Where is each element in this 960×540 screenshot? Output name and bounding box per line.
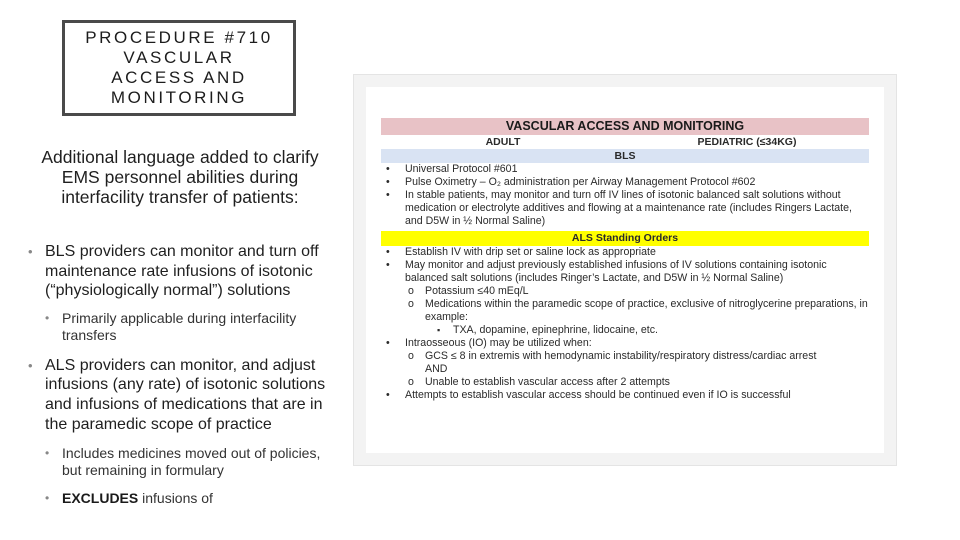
and-label: AND [425, 363, 448, 375]
sub-bullet-interfacility: • Primarily applicable during interfacility transfers [45, 310, 338, 344]
title-box [62, 20, 296, 116]
als-subitem: o GCS ≤ 8 in extremis with hemodynamic instability/respiratory distress/cardiac arrest [381, 350, 869, 363]
protocol-table-title: VASCULAR ACCESS AND MONITORING [381, 118, 869, 135]
als-subitem: o Medications within the paramedic scope of practice, exclusive of nitroglycerine preparations, in example: [381, 298, 869, 324]
bls-item: • In stable patients, may monitor and turn off IV lines of isotonic balanced salt solutions without medication or electrolyte additives and flowing at a maintenance rate (includes Ringers Lactate, and D5W in ½ Normal Saline) [381, 189, 869, 228]
bls-item: • Pulse Oximetry – O₂ administration per Airway Management Protocol #602 [381, 176, 869, 189]
bullet-als: • ALS providers can monitor, and adjust infusions (any rate) of isotonic solutions and infusions of medications that are in the paramedic scope of practice [28, 356, 338, 434]
bullet-bls: • BLS providers can monitor and turn off maintenance rate infusions of isotonic (“physiologically normal”) solutions [28, 242, 338, 301]
protocol-image-frame [353, 74, 897, 466]
als-subitem: o Unable to establish vascular access after 2 attempts [381, 376, 869, 389]
als-section-header: ALS Standing Orders [381, 231, 869, 246]
excludes-label: EXCLUDES [62, 490, 139, 507]
als-item: • May monitor and adjust previously established infusions of IV solutions containing isotonic balanced salt solutions (includes Ringer’s Lactate, and D5W in ½ Normal Saline) [381, 259, 869, 285]
excludes-rest: infusions of [138, 490, 213, 507]
bullet-list [28, 242, 338, 507]
als-item: • Attempts to establish vascular access should be continued even if IO is successful [381, 389, 869, 402]
column-pediatric: PEDIATRIC (≤34KG) [697, 136, 797, 148]
sub-bullet-excludes [45, 490, 338, 507]
bls-section-header: BLS [381, 149, 869, 163]
als-item: • Establish IV with drip set or saline lock as appropriate [381, 246, 869, 259]
bls-item: • Universal Protocol #601 [381, 163, 869, 176]
column-adult: ADULT [485, 136, 521, 148]
als-subitem: o Potassium ≤40 mEq/L [381, 285, 869, 298]
protocol-image [366, 87, 884, 453]
als-subsubitem: ▪ TXA, dopamine, epinephrine, lidocaine, etc. [381, 324, 869, 337]
protocol-table [381, 118, 869, 402]
intro-text: Additional language added to clarify EMS personnel abilities during interfacility transfer of patients: [41, 147, 319, 207]
als-item: • Intraosseous (IO) may be utilized when: [381, 337, 869, 350]
slide-title: PROCEDURE #710 VASCULAR ACCESS AND MONITORING [85, 28, 273, 107]
sub-bullet-formulary: • Includes medicines moved out of policies, but remaining in formulary [45, 445, 338, 479]
protocol-column-headers [381, 135, 869, 149]
